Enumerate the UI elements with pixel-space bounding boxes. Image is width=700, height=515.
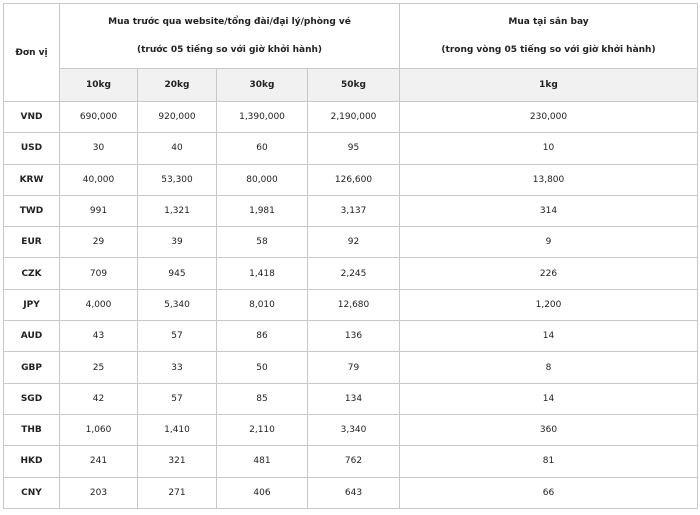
- fee-value-cell: 57: [138, 321, 217, 352]
- header-row-weights: [4, 69, 698, 102]
- fee-value-cell: 1,981: [217, 195, 308, 226]
- fee-value-cell: 1,321: [138, 195, 217, 226]
- fee-value-cell: 80,000: [217, 164, 308, 195]
- table-header: [4, 4, 698, 102]
- header-row-groups: [4, 4, 698, 69]
- fee-value-cell: 481: [217, 446, 308, 477]
- fee-value-cell: 95: [308, 133, 400, 164]
- fee-value-cell: 1,060: [60, 414, 138, 445]
- airport-purchase-note: (trong vòng 05 tiếng so với giờ khởi hành): [441, 45, 656, 55]
- table-row: [4, 446, 698, 477]
- fee-value-cell: 50: [217, 352, 308, 383]
- table-row: [4, 352, 698, 383]
- fee-value-cell: 2,110: [217, 414, 308, 445]
- fee-value-cell: 991: [60, 195, 138, 226]
- currency-unit-cell: SGD: [4, 383, 60, 414]
- fee-value-cell: 136: [308, 321, 400, 352]
- fee-value-cell: 2,245: [308, 258, 400, 289]
- fee-value-cell: 226: [400, 258, 698, 289]
- unit-column-header: Đơn vị: [4, 4, 60, 102]
- fee-value-cell: 9: [400, 227, 698, 258]
- table-row: [4, 195, 698, 226]
- fee-table-container: [3, 3, 698, 509]
- table-row: [4, 258, 698, 289]
- fee-value-cell: 5,340: [138, 289, 217, 320]
- currency-unit-cell: CZK: [4, 258, 60, 289]
- fee-value-cell: 39: [138, 227, 217, 258]
- fee-value-cell: 945: [138, 258, 217, 289]
- advance-purchase-header: [60, 4, 400, 69]
- fee-value-cell: 1,410: [138, 414, 217, 445]
- table-row: [4, 477, 698, 508]
- fee-value-cell: 66: [400, 477, 698, 508]
- advance-purchase-title: Mua trước qua website/tổng đài/đại lý/phòng vé: [108, 17, 351, 27]
- fee-value-cell: 1,418: [217, 258, 308, 289]
- fee-value-cell: 203: [60, 477, 138, 508]
- fee-value-cell: 3,340: [308, 414, 400, 445]
- fee-value-cell: 230,000: [400, 102, 698, 133]
- fee-value-cell: 13,800: [400, 164, 698, 195]
- fee-value-cell: 57: [138, 383, 217, 414]
- fee-value-cell: 40,000: [60, 164, 138, 195]
- fee-value-cell: 86: [217, 321, 308, 352]
- currency-unit-cell: THB: [4, 414, 60, 445]
- fee-value-cell: 8,010: [217, 289, 308, 320]
- fee-value-cell: 33: [138, 352, 217, 383]
- fee-value-cell: 690,000: [60, 102, 138, 133]
- fee-value-cell: 360: [400, 414, 698, 445]
- fee-value-cell: 643: [308, 477, 400, 508]
- fee-value-cell: 12,680: [308, 289, 400, 320]
- fee-value-cell: 85: [217, 383, 308, 414]
- fee-value-cell: 321: [138, 446, 217, 477]
- table-body: [4, 102, 698, 509]
- table-row: [4, 133, 698, 164]
- fee-value-cell: 1,390,000: [217, 102, 308, 133]
- currency-unit-cell: AUD: [4, 321, 60, 352]
- fee-value-cell: 126,600: [308, 164, 400, 195]
- weight-header-10kg: 10kg: [60, 69, 138, 102]
- table-row: [4, 164, 698, 195]
- fee-value-cell: 30: [60, 133, 138, 164]
- fee-value-cell: 14: [400, 383, 698, 414]
- table-row: [4, 414, 698, 445]
- currency-unit-cell: KRW: [4, 164, 60, 195]
- fee-value-cell: 81: [400, 446, 698, 477]
- fee-value-cell: 58: [217, 227, 308, 258]
- fee-value-cell: 709: [60, 258, 138, 289]
- fee-value-cell: 14: [400, 321, 698, 352]
- table-row: [4, 321, 698, 352]
- currency-unit-cell: HKD: [4, 446, 60, 477]
- fee-value-cell: 8: [400, 352, 698, 383]
- currency-unit-cell: JPY: [4, 289, 60, 320]
- airport-purchase-header: [400, 4, 698, 69]
- fee-value-cell: 42: [60, 383, 138, 414]
- airport-purchase-title: Mua tại sân bay: [508, 17, 589, 27]
- advance-purchase-note: (trước 05 tiếng so với giờ khởi hành): [136, 45, 323, 55]
- fee-value-cell: 29: [60, 227, 138, 258]
- table-row: [4, 383, 698, 414]
- table-row: [4, 102, 698, 133]
- fee-value-cell: 314: [400, 195, 698, 226]
- fee-value-cell: 271: [138, 477, 217, 508]
- fee-value-cell: 920,000: [138, 102, 217, 133]
- table-row: [4, 289, 698, 320]
- baggage-fee-table: [3, 3, 698, 509]
- fee-value-cell: 60: [217, 133, 308, 164]
- fee-value-cell: 1,200: [400, 289, 698, 320]
- weight-header-30kg: 30kg: [217, 69, 308, 102]
- fee-value-cell: 92: [308, 227, 400, 258]
- currency-unit-cell: USD: [4, 133, 60, 164]
- fee-value-cell: 4,000: [60, 289, 138, 320]
- fee-value-cell: 241: [60, 446, 138, 477]
- fee-value-cell: 406: [217, 477, 308, 508]
- fee-value-cell: 40: [138, 133, 217, 164]
- fee-value-cell: 53,300: [138, 164, 217, 195]
- weight-header-1kg: 1kg: [400, 69, 698, 102]
- fee-value-cell: 10: [400, 133, 698, 164]
- fee-value-cell: 43: [60, 321, 138, 352]
- fee-value-cell: 762: [308, 446, 400, 477]
- table-row: [4, 227, 698, 258]
- fee-value-cell: 3,137: [308, 195, 400, 226]
- fee-value-cell: 25: [60, 352, 138, 383]
- weight-header-20kg: 20kg: [138, 69, 217, 102]
- currency-unit-cell: GBP: [4, 352, 60, 383]
- currency-unit-cell: CNY: [4, 477, 60, 508]
- currency-unit-cell: TWD: [4, 195, 60, 226]
- fee-value-cell: 79: [308, 352, 400, 383]
- currency-unit-cell: VND: [4, 102, 60, 133]
- weight-header-50kg: 50kg: [308, 69, 400, 102]
- fee-value-cell: 134: [308, 383, 400, 414]
- fee-value-cell: 2,190,000: [308, 102, 400, 133]
- currency-unit-cell: EUR: [4, 227, 60, 258]
